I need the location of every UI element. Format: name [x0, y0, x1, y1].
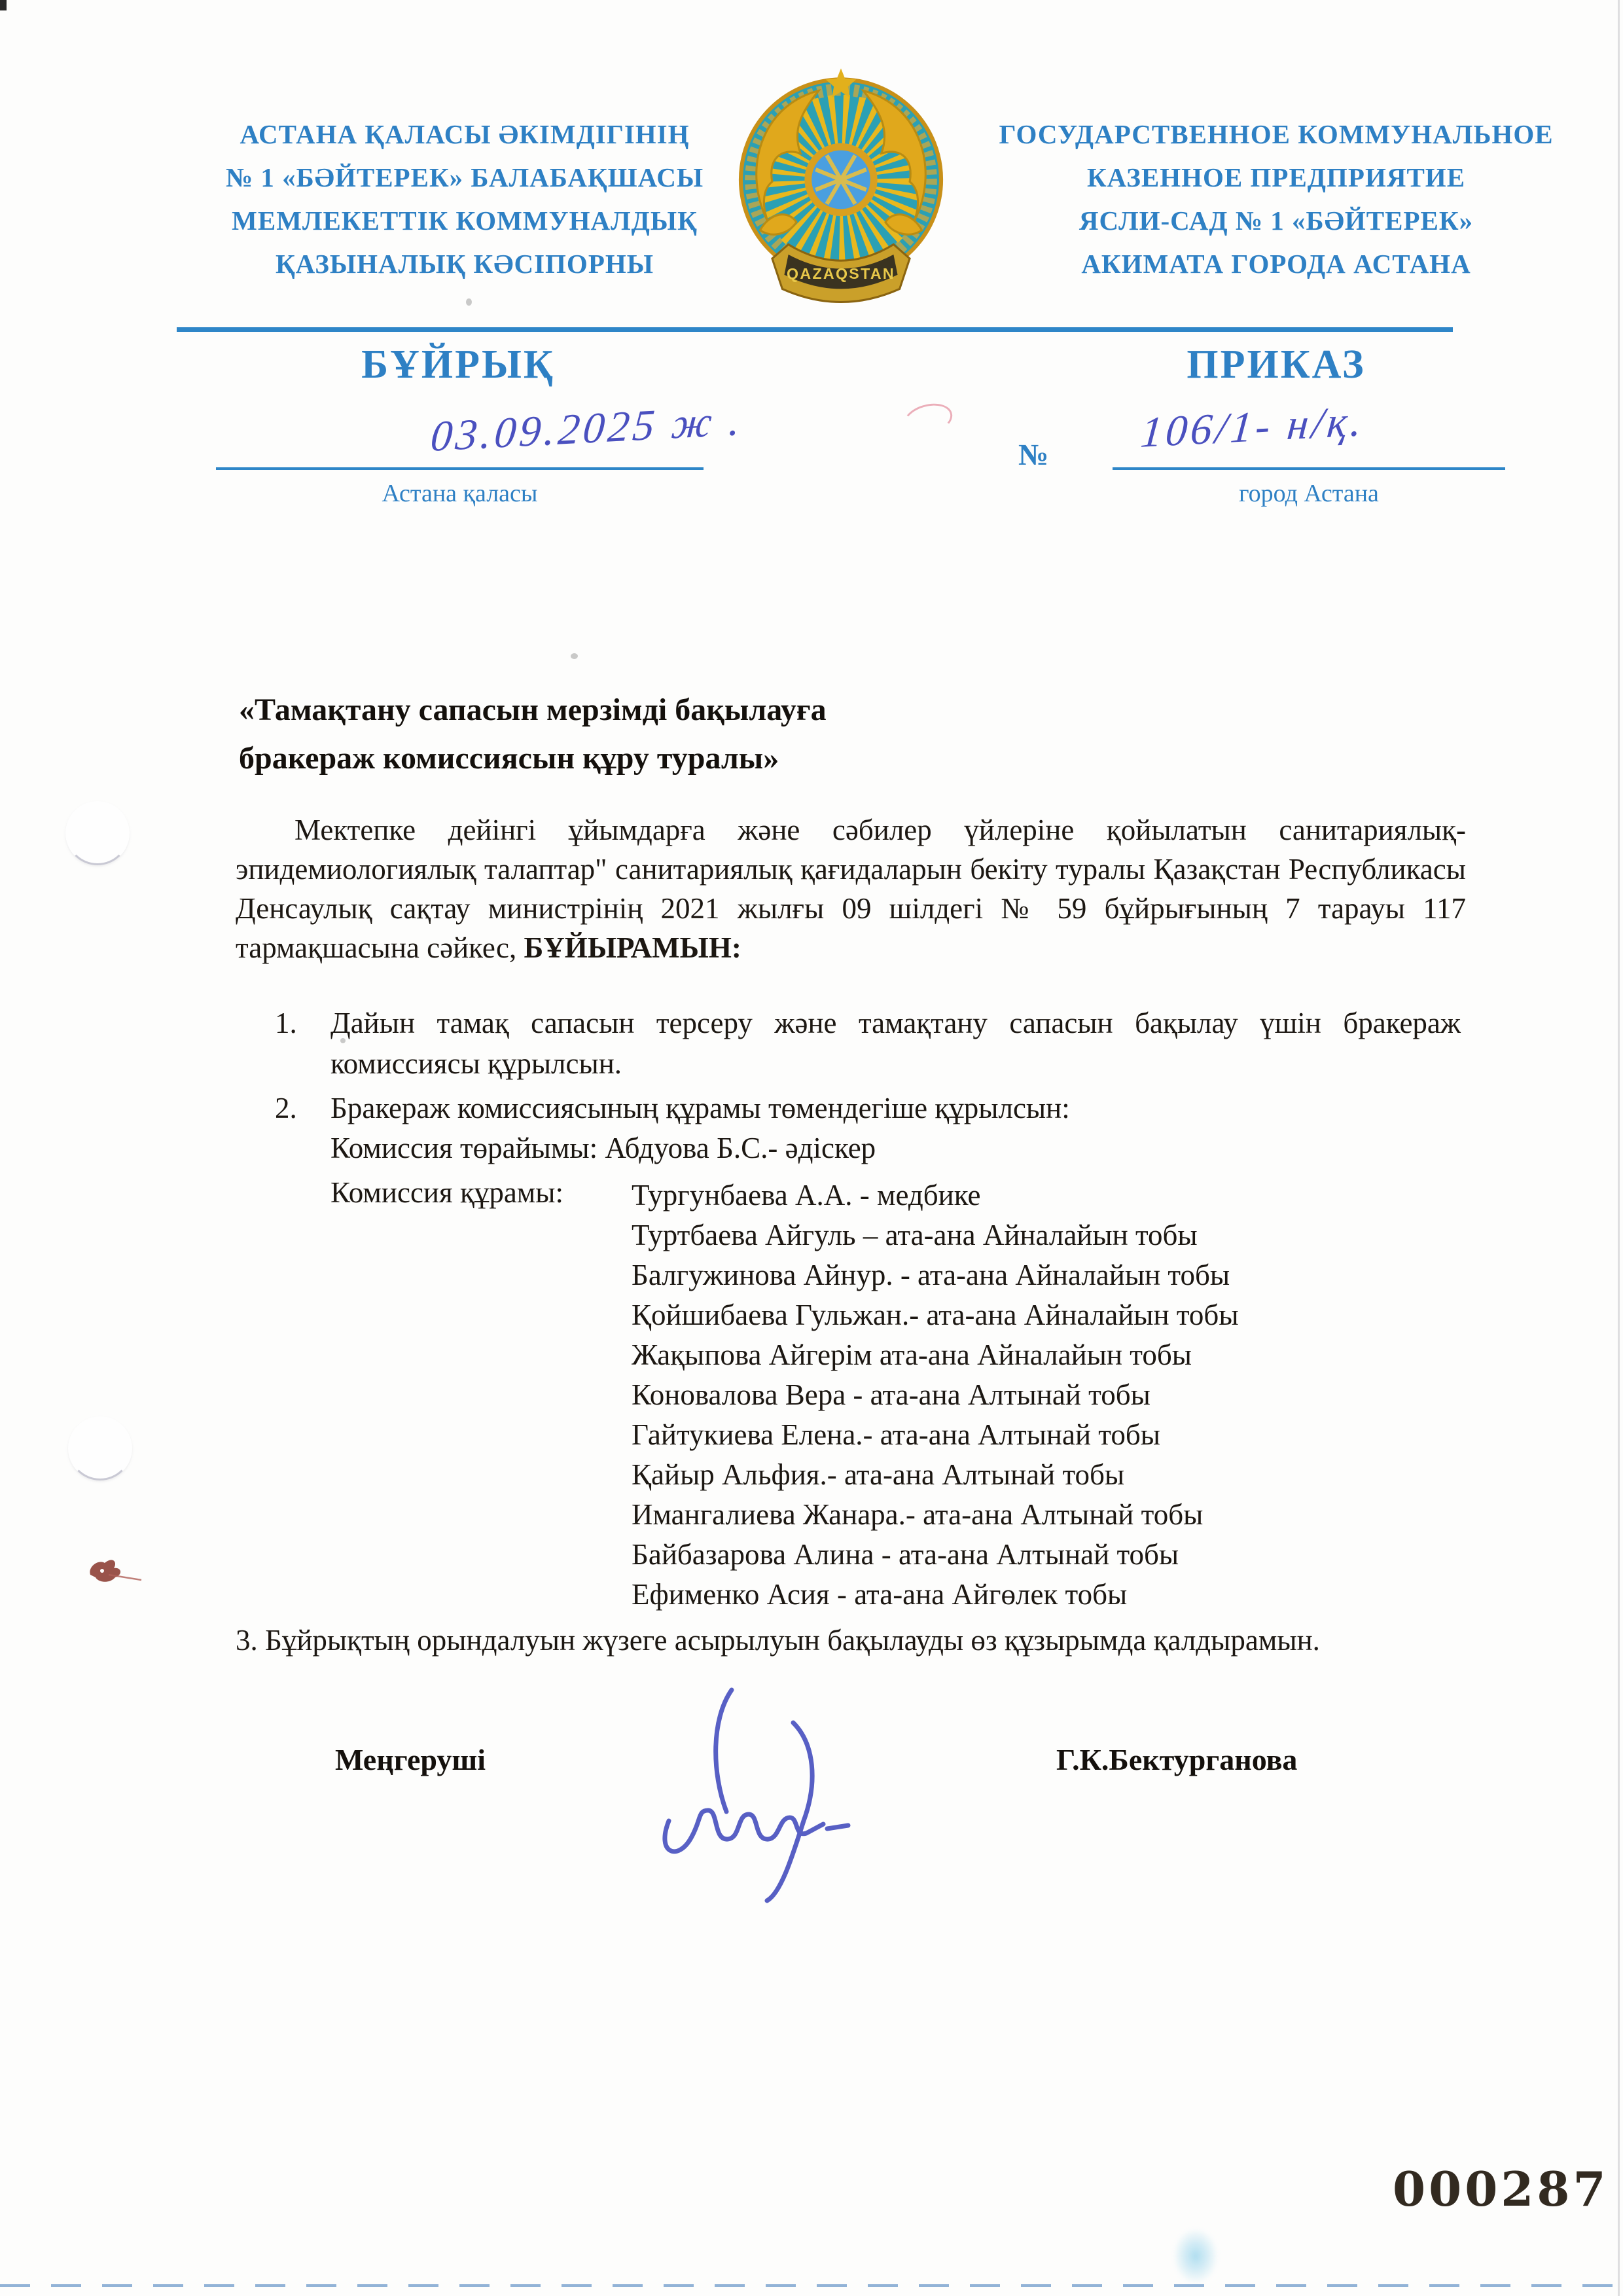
date-underline: [216, 467, 704, 470]
org-name-ru-line: ЯСЛИ-САД № 1 «БӘЙТЕРЕК»: [1079, 206, 1474, 236]
order-item-3: 3. Бұйрықтың орындалуын жүзеге асырылуын бақылауды өз құзырымда қалдырамын.: [236, 1624, 1320, 1657]
order-item-1: [275, 1003, 1461, 1084]
org-name-kk: [196, 113, 733, 285]
commission-members-list: [632, 1175, 1239, 1615]
scan-edge-bottom: [0, 2284, 1623, 2287]
kazakhstan-coat-of-arms-icon: [730, 60, 952, 310]
order-item-2: [275, 1088, 1461, 1128]
member-line: Гайтукиева Елена.- ата-ана Алтынай тобы: [632, 1418, 1160, 1451]
member-line: Балгужинова Айнур. - ата-ана Айналайын тобы: [632, 1259, 1230, 1291]
preamble-paragraph: [236, 810, 1466, 967]
member-line: Қойшибаева Гульжан.- ата-ана Айналайын тобы: [632, 1299, 1239, 1331]
number-underline: [1113, 467, 1505, 470]
org-name-ru: [988, 113, 1564, 285]
document-title: [239, 686, 827, 783]
blue-smudge-artifact: [1173, 2228, 1219, 2284]
member-line: Ефименко Асия - ата-ана Айгөлек тобы: [632, 1578, 1128, 1611]
commission-members-label: Комиссия құрамы:: [330, 1176, 564, 1209]
item-text: Дайын тамақ сапасын терсеру және тамақтану сапасын бақылау үшін бракераж комиссиясы құрылсын.: [330, 1007, 1461, 1080]
member-line: Тургунбаева А.А. - медбике: [632, 1179, 981, 1211]
commission-chair-value: Абдуова Б.С.- әдіскер: [605, 1132, 876, 1164]
org-name-kk-line: ҚАЗЫНАЛЫҚ КӘСІПОРНЫ: [275, 249, 654, 279]
signatory-name: Г.К.Бектурганова: [1056, 1743, 1298, 1776]
number-sign: №: [1018, 438, 1049, 471]
handwritten-date: 03.09.2025 ж .: [429, 396, 745, 461]
org-name-ru-line: ГОСУДАРСТВЕННОЕ КОММУНАЛЬНОЕ: [999, 119, 1554, 149]
ink-blot-artifact: [79, 1550, 144, 1589]
document-title-line2: бракераж комиссиясын құру туралы»: [239, 741, 779, 776]
commission-chair-label: Комиссия төрайымы:: [330, 1132, 598, 1164]
pink-pen-curl-artifact: [900, 399, 955, 440]
speck-artifact: [340, 1038, 346, 1043]
preamble-text: Мектепке дейінгі ұйымдарға және сәбилер үйлеріне қойылатын санитариялық-эпидемиологиялық талаптар" санитариялық қағидаларын бекіту туралы Қазақстан Республикасы Денсаулық сақтау министрінің 2021 жылғы 09 шілдегі № 59 бұйрығының 7 тарауы 117 тармақшасына сәйкес,: [236, 814, 1466, 964]
header-divider: [177, 327, 1453, 332]
org-name-ru-line: АКИМАТА ГОРОДА АСТАНА: [1081, 249, 1471, 279]
speck-artifact: [571, 653, 578, 659]
item-text: Бракераж комиссиясының құрамы төмендегіше құрылсын:: [330, 1092, 1070, 1124]
place-ru: город Астана: [1239, 480, 1379, 507]
order-heading-kk: БҰЙРЫҚ: [361, 342, 555, 387]
scan-corner-mark: [0, 0, 7, 10]
org-name-kk-line: № 1 «БӘЙТЕРЕК» БАЛАБАҚШАСЫ: [225, 162, 704, 192]
serial-number: 000287: [1393, 2161, 1609, 2217]
emblem-banner-text: QAZAQSTAN: [787, 264, 895, 282]
decree-word: БҰЙЫРАМЫН:: [524, 931, 741, 964]
org-name-kk-line: МЕМЛЕКЕТТІК КОММУНАЛДЫҚ: [232, 206, 698, 236]
member-line: Имангалиева Жанара.- ата-ана Алтынай тобы: [632, 1498, 1204, 1531]
org-name-ru-line: КАЗЕННОЕ ПРЕДПРИЯТИЕ: [1086, 162, 1466, 192]
order-heading-ru: ПРИКАЗ: [1186, 342, 1366, 387]
member-line: Байбазарова Алина - ата-ана Алтынай тобы: [632, 1538, 1179, 1571]
place-kk: Астана қаласы: [382, 480, 538, 507]
handwritten-signature: [628, 1682, 877, 1905]
hole-punch-bottom: [68, 1416, 132, 1480]
scan-edge-right: [1618, 0, 1620, 2296]
member-line: Туртбаева Айгуль – ата-ана Айналайын тобы: [632, 1219, 1198, 1251]
member-line: Коновалова Вера - ата-ана Алтынай тобы: [632, 1378, 1150, 1411]
commission-chair-line: [330, 1131, 876, 1165]
org-name-kk-line: АСТАНА ҚАЛАСЫ ӘКІМДІГІНІҢ: [240, 119, 690, 149]
document-title-line1: «Тамақтану сапасын мерзімді бақылауға: [239, 692, 827, 727]
signatory-role: Меңгеруші: [335, 1743, 486, 1776]
item-number: 1.: [275, 1007, 297, 1039]
member-line: Жақыпова Айгерім ата-ана Айналайын тобы: [632, 1338, 1192, 1371]
handwritten-number: 106/1- н/қ.: [1139, 397, 1367, 457]
item-number: 2.: [275, 1092, 297, 1124]
member-line: Қайыр Альфия.- ата-ана Алтынай тобы: [632, 1458, 1125, 1491]
hole-punch-top: [65, 801, 130, 865]
speck-artifact: [466, 298, 472, 306]
